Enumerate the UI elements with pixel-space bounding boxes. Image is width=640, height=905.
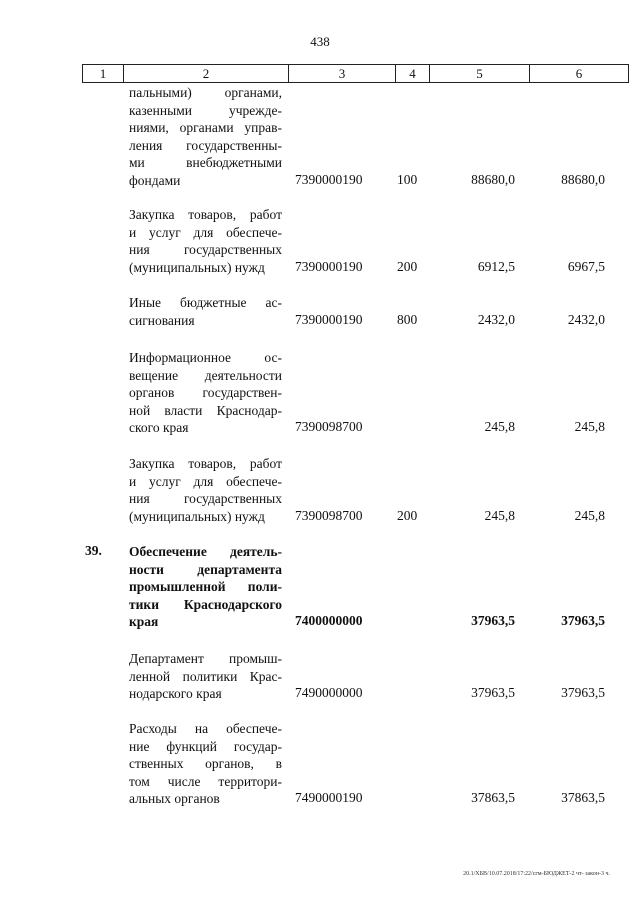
row-name-line: Иные бюджетные ас- [129,295,282,310]
row-name-line: ния государственных [129,491,282,506]
header-col-1: 1 [83,65,124,82]
header-col-3: 3 [289,65,396,82]
row-value-2019: 245,8 [484,419,515,434]
row-value-2020: 37963,5 [561,685,605,700]
row-name [129,349,282,437]
row-expense-type: 200 [397,507,418,523]
row-value-2020: 37863,5 [561,790,605,805]
row-code: 7390000190 [295,171,363,187]
row-value-2019: 6912,5 [477,258,515,274]
row-name-line: ной власти Краснодар- [129,402,282,418]
row-value-2020: 37963,5 [561,613,605,628]
row-value-2020: 6967,5 [567,258,605,274]
row-name [129,206,282,276]
row-name-line: тики Краснодарского [129,596,282,612]
row-value-2019: 37963,5 [471,613,515,628]
row-name-line: фондами [129,172,181,188]
row-name [129,543,282,631]
row-name-line: ния государственных [129,242,282,257]
row-value-2020: 245,8 [574,419,605,434]
row-name-line: том числе территори- [129,773,282,789]
row-code: 7490000190 [295,790,363,805]
header-col-4: 4 [396,65,430,82]
row-name-line: Департамент промыш- [129,651,282,666]
row-name-line: Расходы на обеспече- [129,721,282,736]
table-header [82,64,629,83]
row-value-2019: 37963,5 [471,685,515,700]
row-name-line: ленной политики Крас- [129,668,282,684]
row-name-line: нодарского края [129,686,222,701]
row-value-2019: 245,8 [484,507,515,523]
header-col-2: 2 [124,65,289,82]
row-name-line: органов государствен- [129,385,282,400]
row-expense-type: 800 [397,311,418,327]
row-code: 7390000190 [295,311,363,327]
header-col-6: 6 [575,66,583,81]
row-name-line: Закупка товаров, работ [129,456,282,471]
row-name-line: ниями, органами управ- [129,120,282,135]
row-name-line: ского края [129,420,189,435]
row-number: 39. [85,543,102,558]
row-name [129,720,282,808]
row-code: 7390000190 [295,258,363,274]
row-name-line: промышленной поли- [129,579,282,594]
row-name-line: Закупка товаров, работ [129,207,282,222]
row-value-2020: 2432,0 [567,311,605,327]
row-name-line: края [129,614,159,629]
row-name-line: (муниципальных) нужд [129,259,265,275]
row-name-line: Информационное ос- [129,350,282,365]
row-name [129,294,282,329]
row-name [129,650,282,703]
row-expense-type: 100 [397,171,418,187]
row-name-line: и услуг для обеспече- [129,224,282,240]
row-name-line: вещение деятельности [129,367,282,383]
row-code: 7400000000 [295,613,363,628]
row-name-line: Обеспечение деятель- [129,544,282,559]
row-value-2019: 37863,5 [471,790,515,805]
row-name-line: (муниципальных) нужд [129,508,265,524]
row-value-2019: 2432,0 [477,311,515,327]
row-name-line: и услуг для обеспече- [129,473,282,489]
row-name-line: альных органов [129,791,220,806]
row-code: 7490000000 [295,685,363,700]
row-name-line: ления государственны- [129,137,282,153]
row-code: 7390098700 [295,419,363,434]
header-col-5: 5 [430,65,530,82]
row-name [129,455,282,525]
row-name-line: ми внебюджетными [129,155,282,170]
footer-note: 20.1/ХБВ/10.07.2018/17:22/сгм-БЮДЖЕТ-2 чт- закон-3 ч. [463,871,610,877]
row-name-line: ние функций государ- [129,738,282,754]
row-name-line: ственных органов, в [129,756,282,771]
page-number: 438 [310,34,330,49]
row-name-line: сигнования [129,312,195,328]
row-name-line: пальными) органами, [129,85,282,100]
row-value-2019: 88680,0 [471,171,515,187]
row-name-line: казенными учрежде- [129,102,282,118]
row-name-line: ности департамента [129,561,282,577]
row-value-2020: 245,8 [574,507,605,523]
row-name [129,84,282,189]
row-expense-type: 200 [397,258,418,274]
row-value-2020: 88680,0 [561,171,605,187]
row-code: 7390098700 [295,507,363,523]
